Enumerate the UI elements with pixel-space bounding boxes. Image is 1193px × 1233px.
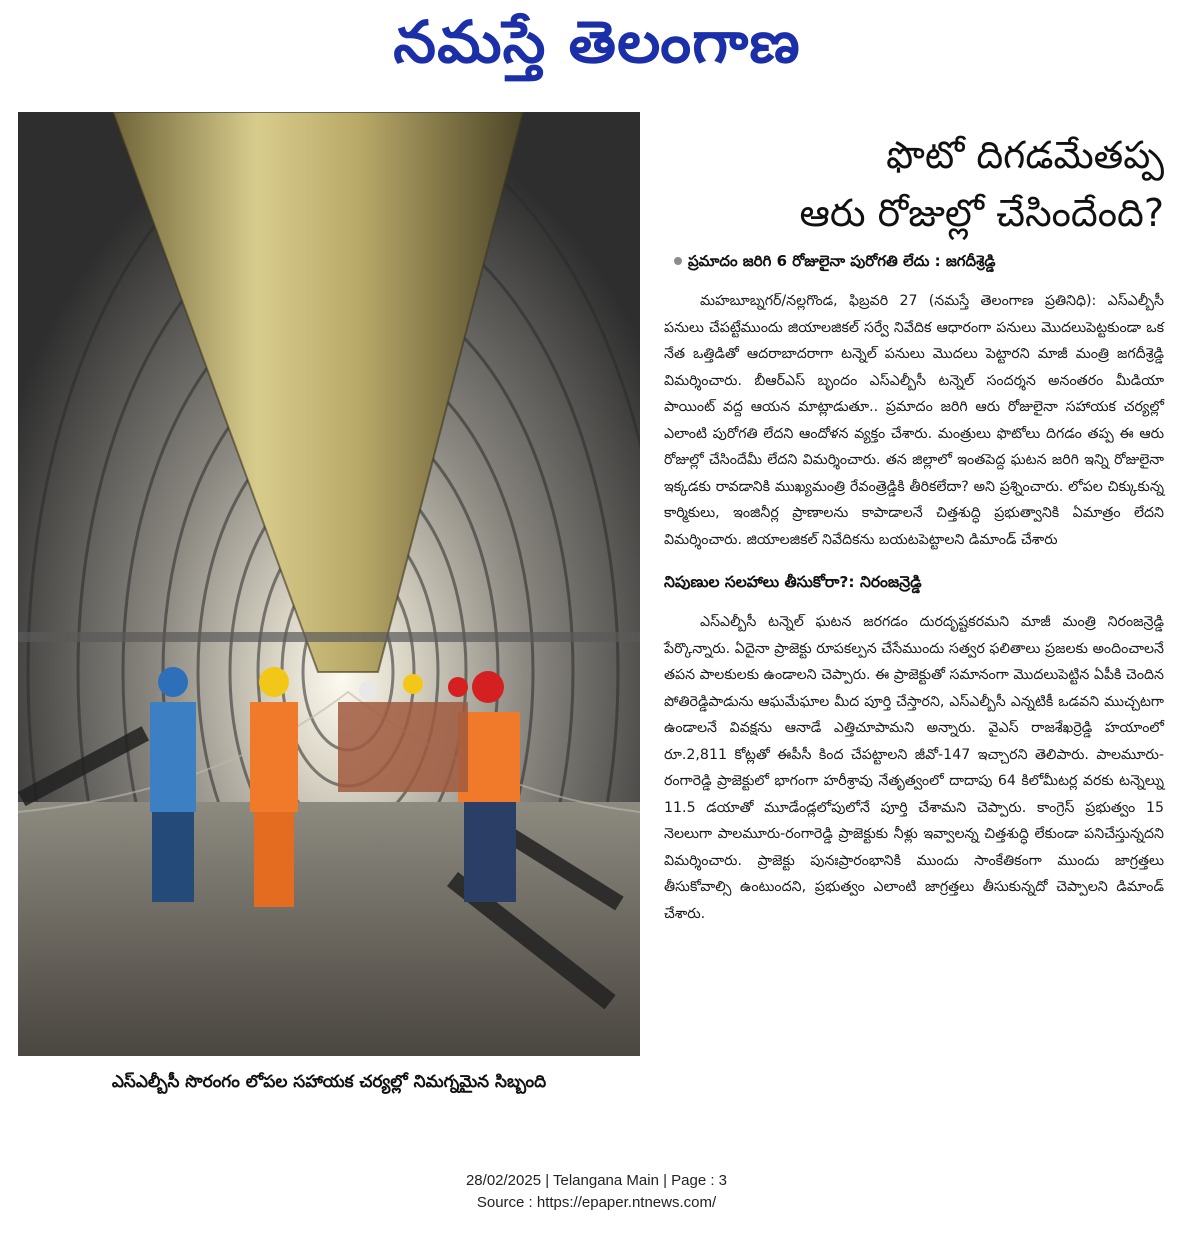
flooded-floor: [18, 802, 640, 1056]
kicker-text: ప్రమాదం జరిగి 6 రోజులైనా పురోగతి లేదు : జగదీశ్రెడ్డి: [688, 252, 996, 270]
footer-source-line: Source : https://epaper.ntnews.com/: [476, 1194, 717, 1211]
bullet-icon: [674, 257, 682, 265]
article-paragraph-2: ఎస్ఎల్బీసీ టన్నెల్ ఘటన జరగడం దురదృష్టకరమని మాజీ మంత్రి నిరంజన్రెడ్డి పేర్కొన్నారు. ఏదైనా ప్రాజెక్టు రూపకల్పన చేసేముందు సత్వర ఫలితాలు ప్రజలకు అందించాలనే తపన పాలకులకు ఉండాలని చెప్పారు. ఈ ప్రాజెక్టుతో సమానంగా మొదలుపెట్టిన ఏపీకి చెందిన పోతిరెడ్డిపాడును ఆఘమేఘాల మీద పూర్తి చేస్తారని, ఎస్ఎల్బీసీ ఎన్నటికీ ఒడవని ముచ్చటగా ఉండాలనే వివక్షను ఆనాడే ఎత్తిచూపామని అన్నారు. వైఎస్ రాజశేఖర్రెడ్డి హయాంలో రూ.2,811 కోట్లతో ఈపీసీ కింద చేపట్టాలని జీవో-147 ఇచ్చారని తెలిపారు. పాలమూరు-రంగారెడ్డి ప్రాజెక్టులో భాగంగా హరీశ్రావు నేతృత్వంలో దాదాపు 64 కిలోమీటర్ల వరకు టన్నెల్ను 11.5 డయాతో మూడేండ్లలోపులోనే పూర్తి చేశామని చెప్పారు. కాంగ్రెస్ ప్రభుత్వం 15 నెలలుగా పాలమూరు-రంగారెడ్డి ప్రాజెక్టుకు నీళ్లు ఇవ్వాలన్న చిత్తశుద్ధి లేకుండా పనిచేస్తున్నదని విమర్శించారు. ప్రాజెక్టు పునఃప్రారంభానికి ముందు సాంకేతికంగా ముందు జాగ్రత్తలు తీసుకోవాల్సి ఉంటుందని, ప్రభుత్వం ఎలాంటి జాగ్రత్తలు తీసుకున్నదో చెప్పాలని డిమాండ్ చేశారు.: [664, 614, 1164, 922]
headline-line-2: ఆరు రోజుల్లో చేసిందేంది?: [799, 191, 1164, 235]
photo-caption: ఎస్ఎల్బీసీ సొరంగం లోపల సహాయక చర్యల్లో నిమగ్నమైన సిబ్బంది: [111, 1072, 547, 1092]
headline-line-1: ఫొటో దిగడమేతప్ప: [886, 133, 1164, 177]
footer-date-line: 28/02/2025 | Telangana Main | Page : 3: [465, 1172, 728, 1189]
tunnel-photo: [18, 112, 640, 1056]
article-paragraph-1: మహబూబ్నగర్/నల్లగొండ, ఫిబ్రవరి 27 (నమస్తే తెలంగాణ ప్రతినిధి): ఎస్ఎల్బీసీ పనులు చేపట్టేముందు జియాలజికల్ సర్వే నివేదిక ఆధారంగా పనులు మొదలుపెట్టకుండా ఒక నేత ఒత్తిడితో ఆదరాబాదరాగా టన్నెల్ పనులు మొదలు పెట్టారని మాజీ మంత్రి జగదీశ్రెడ్డి విమర్శించారు. బీఆర్ఎస్ బృందం ఎస్ఎల్బీసీ టన్నెల్ సందర్శన అనంతరం మీడియా పాయింట్ వద్ద ఆయన మాట్లాడుతూ.. ప్రమాదం జరిగి ఆరు రోజులైనా సహాయక చర్యల్లో ఎలాంటి పురోగతి లేదని ఆందోళన వ్యక్తం చేశారు. మంత్రులు ఫొటోలు దిగడం తప్ప ఈ ఆరు రోజుల్లో చేసిందేమీ లేదని విమర్శించారు. తన జిల్లాలో ఇంతపెద్ద ఘటన జరిగి ఇన్ని రోజులైనా ఇక్కడకు రావడానికి ముఖ్యమంత్రి రేవంత్రెడ్డికి తీరికలేదా? అని ప్రశ్నించారు. లోపల చిక్కుకున్న కార్మికులు, ఇంజినీర్ల ప్రాణాలను కాపాడాలనే చిత్తశుద్ధి ప్రభుత్వానికి ఏమాత్రం లేదని విమర్శించారు. జియాలజికల్ నివేదికను బయటపెట్టాలని డిమాండ్ చేశారు: [664, 293, 1164, 548]
newspaper-logo: నమస్తే తెలంగాణ: [392, 8, 801, 76]
article-subhead: నిపుణుల సలహాలు తీసుకోరా?: నిరంజన్రెడ్డి: [664, 573, 922, 591]
headline: [664, 112, 1164, 242]
masthead: [0, 6, 1193, 78]
page-footer: [0, 1170, 1193, 1214]
article: [664, 112, 1164, 927]
kicker: [664, 252, 1164, 274]
